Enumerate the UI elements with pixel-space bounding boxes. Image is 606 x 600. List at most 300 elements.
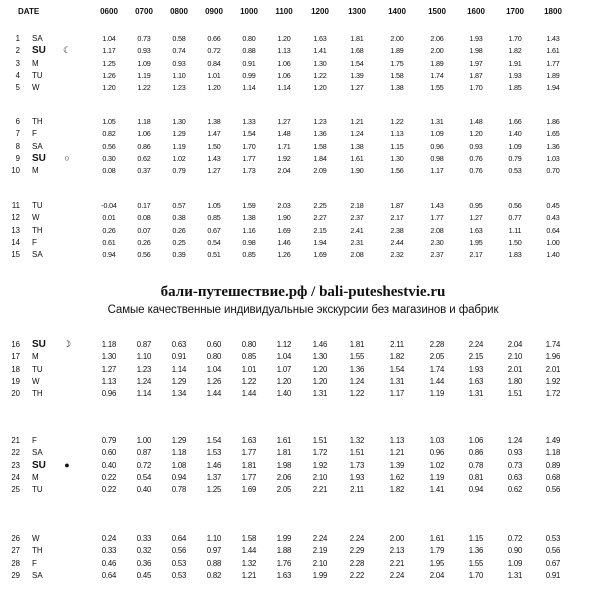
tide-height-cell: 2.04 bbox=[429, 570, 445, 580]
tide-height-cell: 1.04 bbox=[276, 352, 292, 362]
tide-height-cell: -0.04 bbox=[101, 201, 117, 210]
tide-height-cell: 1.92 bbox=[545, 376, 561, 386]
tide-height-cell: 1.88 bbox=[276, 546, 292, 556]
tide-height-cell: 0.53 bbox=[545, 534, 561, 543]
tide-height-cell: 1.14 bbox=[136, 389, 152, 399]
tide-height-cell: 1.86 bbox=[546, 117, 560, 126]
tide-height-cell: 1.53 bbox=[206, 448, 222, 458]
tide-height-cell: 0.84 bbox=[207, 58, 221, 68]
tide-height-cell: 0.94 bbox=[171, 472, 187, 482]
weekday: TH bbox=[32, 225, 43, 235]
tide-height-cell: 1.09 bbox=[137, 58, 151, 68]
tide-height-cell: 1.63 bbox=[469, 225, 483, 235]
tide-height-cell: 1.99 bbox=[312, 570, 328, 580]
tide-height-cell: 1.09 bbox=[430, 129, 444, 139]
tide-height-cell: 2.21 bbox=[389, 558, 405, 568]
tide-height-cell: 1.24 bbox=[350, 129, 364, 139]
tide-height-cell: 1.44 bbox=[206, 389, 222, 399]
day-number: 17 bbox=[11, 352, 20, 362]
tide-height-cell: 1.20 bbox=[469, 129, 483, 139]
weekday: TH bbox=[32, 117, 43, 126]
day-number: 4 bbox=[15, 70, 20, 80]
tide-height-cell: 0.79 bbox=[508, 153, 522, 163]
tide-height-cell: 2.10 bbox=[312, 472, 328, 482]
tide-height-cell: 0.51 bbox=[207, 250, 221, 260]
weekday: F bbox=[32, 237, 37, 247]
tide-height-cell: 1.55 bbox=[468, 558, 484, 568]
tide-height-cell: 0.08 bbox=[102, 166, 116, 176]
tide-height-cell: 1.24 bbox=[136, 376, 152, 386]
tide-height-cell: 1.77 bbox=[241, 448, 257, 458]
tide-height-cell: 1.74 bbox=[545, 340, 561, 349]
tide-height-cell: 1.31 bbox=[312, 389, 328, 399]
tide-height-cell: 1.08 bbox=[171, 460, 187, 470]
table-row bbox=[0, 213, 606, 225]
tide-height-cell: 2.05 bbox=[429, 352, 445, 362]
tide-height-cell: 1.18 bbox=[137, 117, 151, 126]
table-row bbox=[0, 436, 606, 448]
tide-height-cell: 0.89 bbox=[545, 460, 561, 470]
tide-height-cell: 1.62 bbox=[389, 472, 405, 482]
tide-height-cell: 0.70 bbox=[546, 166, 560, 176]
tide-height-cell: 0.40 bbox=[136, 485, 152, 495]
tide-height-cell: 2.24 bbox=[468, 340, 484, 349]
tide-height-cell: 2.08 bbox=[430, 225, 444, 235]
tide-height-cell: 0.80 bbox=[242, 34, 256, 43]
tide-height-cell: 1.73 bbox=[349, 460, 365, 470]
tide-height-cell: 2.18 bbox=[350, 201, 364, 210]
hour-header: 1800 bbox=[544, 7, 562, 16]
day-number: 9 bbox=[15, 153, 20, 163]
tide-height-cell: 1.31 bbox=[430, 117, 444, 126]
weekday: SA bbox=[32, 141, 43, 151]
day-number: 22 bbox=[11, 448, 20, 458]
tide-height-cell: 1.81 bbox=[350, 34, 364, 43]
weekday: TH bbox=[32, 389, 43, 399]
weekday: TU bbox=[32, 201, 43, 210]
weekday: W bbox=[32, 83, 40, 93]
tide-height-cell: 1.00 bbox=[546, 237, 560, 247]
tide-height-cell: 1.12 bbox=[276, 340, 292, 349]
tide-height-cell: 1.96 bbox=[545, 352, 561, 362]
tide-height-cell: 0.97 bbox=[206, 546, 222, 556]
tide-height-cell: 1.95 bbox=[469, 237, 483, 247]
tide-height-cell: 1.38 bbox=[390, 83, 404, 93]
tide-height-cell: 1.34 bbox=[171, 389, 187, 399]
tide-height-cell: 1.20 bbox=[277, 34, 291, 43]
tide-height-cell: 1.94 bbox=[313, 237, 327, 247]
tide-height-cell: 0.67 bbox=[207, 225, 221, 235]
tide-height-cell: 0.36 bbox=[136, 558, 152, 568]
tide-height-cell: 2.06 bbox=[430, 34, 444, 43]
tide-height-cell: 0.80 bbox=[206, 352, 222, 362]
table-row bbox=[0, 389, 606, 401]
tide-height-cell: 0.64 bbox=[171, 534, 187, 543]
day-number: 29 bbox=[11, 570, 20, 580]
tide-height-cell: 1.50 bbox=[508, 237, 522, 247]
tide-height-cell: 1.73 bbox=[242, 166, 256, 176]
tide-height-cell: 1.15 bbox=[390, 141, 404, 151]
tide-height-cell: 1.13 bbox=[389, 436, 405, 445]
day-number: 1 bbox=[15, 34, 20, 43]
tide-height-cell: 1.76 bbox=[276, 558, 292, 568]
tide-height-cell: 0.60 bbox=[206, 340, 222, 349]
tide-height-cell: 0.54 bbox=[136, 472, 152, 482]
tide-height-cell: 0.96 bbox=[101, 389, 117, 399]
tide-height-cell: 0.01 bbox=[102, 213, 116, 223]
weekday: F bbox=[32, 129, 37, 139]
tide-height-cell: 2.15 bbox=[313, 225, 327, 235]
tide-height-cell: 0.94 bbox=[468, 485, 484, 495]
tide-height-cell: 1.09 bbox=[507, 558, 523, 568]
tide-height-cell: 0.39 bbox=[172, 250, 186, 260]
tide-height-cell: 1.20 bbox=[102, 83, 116, 93]
tide-height-cell: 1.17 bbox=[102, 46, 116, 56]
tide-height-cell: 2.01 bbox=[507, 364, 523, 374]
tide-height-cell: 0.93 bbox=[507, 448, 523, 458]
table-row bbox=[0, 154, 606, 166]
tide-height-cell: 1.14 bbox=[277, 83, 291, 93]
tide-height-cell: 1.41 bbox=[313, 46, 327, 56]
tide-height-cell: 1.95 bbox=[429, 558, 445, 568]
table-row bbox=[0, 117, 606, 129]
weekday: TH bbox=[32, 546, 43, 556]
tide-height-cell: 0.25 bbox=[172, 237, 186, 247]
tide-height-cell: 0.73 bbox=[507, 460, 523, 470]
tide-height-cell: 1.91 bbox=[508, 58, 522, 68]
tide-height-cell: 0.91 bbox=[545, 570, 561, 580]
tide-height-cell: 1.43 bbox=[430, 201, 444, 210]
tide-height-cell: 2.28 bbox=[429, 340, 445, 349]
tide-height-cell: 2.27 bbox=[313, 213, 327, 223]
tide-height-cell: 0.22 bbox=[101, 472, 117, 482]
tide-height-cell: 2.15 bbox=[468, 352, 484, 362]
tide-height-cell: 1.22 bbox=[241, 376, 257, 386]
moon-phase-icon: ☽ bbox=[62, 339, 72, 349]
tide-height-cell: 0.82 bbox=[206, 570, 222, 580]
tide-height-cell: 0.74 bbox=[172, 46, 186, 56]
tide-height-cell: 0.72 bbox=[507, 534, 523, 543]
tide-height-cell: 0.96 bbox=[430, 141, 444, 151]
tide-height-cell: 2.17 bbox=[469, 250, 483, 260]
day-number: 5 bbox=[15, 83, 20, 93]
tide-height-cell: 1.93 bbox=[468, 364, 484, 374]
tide-height-cell: 0.85 bbox=[241, 352, 257, 362]
tide-height-cell: 1.26 bbox=[277, 250, 291, 260]
tide-height-cell: 1.24 bbox=[349, 376, 365, 386]
tide-height-cell: 1.69 bbox=[241, 485, 257, 495]
tide-height-cell: 1.70 bbox=[242, 141, 256, 151]
tide-height-cell: 1.74 bbox=[430, 70, 444, 80]
tide-height-cell: 1.00 bbox=[136, 436, 152, 445]
day-number: 12 bbox=[11, 213, 20, 223]
tide-height-cell: 0.86 bbox=[468, 448, 484, 458]
day-number: 10 bbox=[11, 166, 20, 176]
tide-height-cell: 0.98 bbox=[242, 237, 256, 247]
table-row bbox=[0, 571, 606, 583]
table-row bbox=[0, 129, 606, 141]
tide-height-cell: 0.68 bbox=[545, 472, 561, 482]
tide-height-cell: 1.49 bbox=[545, 436, 561, 445]
day-number: 24 bbox=[11, 472, 20, 482]
tide-height-cell: 2.44 bbox=[390, 237, 404, 247]
tide-height-cell: 1.40 bbox=[276, 389, 292, 399]
table-row bbox=[0, 448, 606, 460]
day-number: 7 bbox=[15, 129, 20, 139]
tide-height-cell: 1.01 bbox=[241, 364, 257, 374]
day-number: 8 bbox=[15, 141, 20, 151]
weekday: SU bbox=[32, 339, 46, 350]
tide-height-cell: 1.74 bbox=[429, 364, 445, 374]
tide-height-cell: 1.63 bbox=[468, 376, 484, 386]
moon-phase-icon: ○ bbox=[64, 152, 70, 163]
tide-height-cell: 2.10 bbox=[312, 558, 328, 568]
tide-height-cell: 2.00 bbox=[430, 46, 444, 56]
tide-height-cell: 1.77 bbox=[241, 472, 257, 482]
hour-header: 1300 bbox=[348, 7, 366, 16]
tide-height-cell: 1.84 bbox=[313, 153, 327, 163]
tide-height-cell: 1.22 bbox=[137, 83, 151, 93]
tide-height-cell: 1.19 bbox=[172, 141, 186, 151]
tide-height-cell: 0.60 bbox=[101, 448, 117, 458]
tide-height-cell: 0.26 bbox=[102, 225, 116, 235]
tide-height-cell: 1.02 bbox=[429, 460, 445, 470]
tide-height-cell: 1.23 bbox=[172, 83, 186, 93]
tide-height-cell: 0.78 bbox=[468, 460, 484, 470]
tide-height-cell: 1.31 bbox=[468, 389, 484, 399]
table-row bbox=[0, 46, 606, 58]
tide-height-cell: 1.29 bbox=[171, 436, 187, 445]
tide-height-cell: 1.13 bbox=[101, 376, 117, 386]
day-number: 23 bbox=[11, 460, 20, 470]
tide-height-cell: 0.93 bbox=[172, 58, 186, 68]
tide-height-cell: 1.46 bbox=[277, 237, 291, 247]
tide-height-cell: 1.44 bbox=[241, 389, 257, 399]
weekday: TU bbox=[32, 485, 43, 495]
table-row bbox=[0, 59, 606, 71]
watermark-tagline: Самые качественные индивидуальные экскурсии без магазинов и фабрик bbox=[107, 304, 499, 316]
tide-height-cell: 1.29 bbox=[172, 129, 186, 139]
tide-height-cell: 1.72 bbox=[312, 448, 328, 458]
moon-phase-icon: ● bbox=[64, 459, 70, 470]
tide-height-cell: 1.41 bbox=[429, 485, 445, 495]
weekday: SA bbox=[32, 250, 43, 260]
tide-height-cell: 2.24 bbox=[312, 534, 328, 543]
tide-height-cell: 1.54 bbox=[242, 129, 256, 139]
tide-height-cell: 1.14 bbox=[242, 83, 256, 93]
tide-height-cell: 0.54 bbox=[207, 237, 221, 247]
tide-height-cell: 1.81 bbox=[241, 460, 257, 470]
weekday: SA bbox=[32, 570, 43, 580]
tide-height-cell: 1.25 bbox=[206, 485, 222, 495]
table-row bbox=[0, 71, 606, 83]
tide-height-cell: 1.93 bbox=[508, 70, 522, 80]
weekday: SA bbox=[32, 34, 43, 43]
tide-height-cell: 0.93 bbox=[469, 141, 483, 151]
tide-height-cell: 2.37 bbox=[350, 213, 364, 223]
day-number: 6 bbox=[15, 117, 20, 126]
tide-height-cell: 0.56 bbox=[137, 250, 151, 260]
tide-height-cell: 0.77 bbox=[508, 213, 522, 223]
tide-height-cell: 1.17 bbox=[430, 166, 444, 176]
tide-height-cell: 1.24 bbox=[507, 436, 523, 445]
tide-height-cell: 1.61 bbox=[546, 46, 560, 56]
tide-height-cell: 1.93 bbox=[349, 472, 365, 482]
tide-height-cell: 1.27 bbox=[350, 83, 364, 93]
tide-height-cell: 2.28 bbox=[349, 558, 365, 568]
tide-height-cell: 1.20 bbox=[313, 83, 327, 93]
day-number: 28 bbox=[11, 558, 20, 568]
tide-height-cell: 0.76 bbox=[469, 166, 483, 176]
tide-height-cell: 1.10 bbox=[172, 70, 186, 80]
tide-height-cell: 0.22 bbox=[101, 485, 117, 495]
tide-height-cell: 1.54 bbox=[206, 436, 222, 445]
tide-height-cell: 1.02 bbox=[172, 153, 186, 163]
tide-height-cell: 0.40 bbox=[101, 460, 117, 470]
table-row bbox=[0, 485, 606, 497]
table-row bbox=[0, 83, 606, 95]
tide-height-cell: 0.17 bbox=[137, 201, 151, 210]
tide-height-cell: 0.98 bbox=[430, 153, 444, 163]
tide-height-cell: 1.36 bbox=[313, 129, 327, 139]
tide-height-cell: 1.48 bbox=[469, 117, 483, 126]
tide-height-cell: 1.63 bbox=[241, 436, 257, 445]
tide-height-cell: 0.78 bbox=[171, 485, 187, 495]
tide-height-cell: 1.93 bbox=[469, 34, 483, 43]
tide-height-cell: 1.20 bbox=[312, 364, 328, 374]
tide-height-cell: 0.63 bbox=[507, 472, 523, 482]
tide-height-cell: 1.39 bbox=[389, 460, 405, 470]
tide-height-cell: 0.86 bbox=[137, 141, 151, 151]
tide-height-cell: 0.80 bbox=[241, 340, 257, 349]
tide-height-cell: 1.87 bbox=[469, 70, 483, 80]
tide-height-cell: 0.24 bbox=[101, 534, 117, 543]
tide-height-cell: 1.15 bbox=[468, 534, 484, 543]
tide-height-cell: 1.30 bbox=[172, 117, 186, 126]
day-number: 14 bbox=[11, 237, 20, 247]
hour-header: 1100 bbox=[275, 7, 293, 16]
tide-height-cell: 0.30 bbox=[102, 153, 116, 163]
tide-height-cell: 2.30 bbox=[430, 237, 444, 247]
tide-height-cell: 1.63 bbox=[276, 570, 292, 580]
day-number: 13 bbox=[11, 225, 20, 235]
tide-height-cell: 1.26 bbox=[206, 376, 222, 386]
tide-height-cell: 0.63 bbox=[171, 340, 187, 349]
tide-height-cell: 1.43 bbox=[546, 34, 560, 43]
moon-phase-icon: ☾ bbox=[62, 45, 72, 56]
day-number: 3 bbox=[15, 58, 20, 68]
weekday: TU bbox=[32, 364, 43, 374]
tide-height-cell: 1.54 bbox=[389, 364, 405, 374]
tide-height-cell: 1.77 bbox=[242, 153, 256, 163]
tide-height-cell: 1.36 bbox=[468, 546, 484, 556]
tide-height-cell: 0.53 bbox=[171, 558, 187, 568]
tide-height-cell: 1.90 bbox=[277, 213, 291, 223]
tide-height-cell: 1.20 bbox=[207, 83, 221, 93]
tide-height-cell: 1.19 bbox=[429, 472, 445, 482]
tide-height-cell: 0.90 bbox=[507, 546, 523, 556]
tide-height-cell: 0.64 bbox=[101, 570, 117, 580]
hour-header: 1500 bbox=[428, 7, 446, 16]
tide-height-cell: 1.55 bbox=[349, 352, 365, 362]
weekday: W bbox=[32, 213, 40, 223]
tide-height-cell: 1.23 bbox=[313, 117, 327, 126]
tide-height-cell: 1.61 bbox=[429, 534, 445, 543]
tide-height-cell: 1.38 bbox=[350, 141, 364, 151]
tide-height-cell: 0.66 bbox=[207, 34, 221, 43]
tide-height-cell: 1.22 bbox=[390, 117, 404, 126]
tide-height-cell: 1.30 bbox=[390, 153, 404, 163]
tide-height-cell: 1.98 bbox=[276, 460, 292, 470]
hour-header: 1600 bbox=[467, 7, 485, 16]
tide-height-cell: 1.11 bbox=[508, 225, 522, 235]
tide-height-cell: 1.06 bbox=[468, 436, 484, 445]
tide-height-cell: 1.50 bbox=[207, 141, 221, 151]
tide-height-cell: 2.00 bbox=[390, 34, 404, 43]
tide-height-cell: 2.11 bbox=[350, 485, 364, 495]
tide-height-cell: 0.95 bbox=[469, 201, 483, 210]
table-row bbox=[0, 201, 606, 213]
tide-height-cell: 1.70 bbox=[508, 34, 522, 43]
tide-height-cell: 1.66 bbox=[508, 117, 522, 126]
table-row bbox=[0, 534, 606, 546]
tide-height-cell: 0.79 bbox=[172, 166, 186, 176]
day-number: 18 bbox=[11, 364, 20, 374]
tide-height-cell: 0.62 bbox=[137, 153, 151, 163]
day-number: 20 bbox=[11, 389, 20, 399]
tide-height-cell: 1.59 bbox=[242, 201, 256, 210]
tide-height-cell: 0.62 bbox=[507, 485, 523, 495]
tide-height-cell: 1.06 bbox=[277, 70, 291, 80]
day-number: 16 bbox=[11, 340, 20, 349]
tide-height-cell: 1.05 bbox=[102, 117, 116, 126]
tide-height-cell: 0.67 bbox=[545, 558, 561, 568]
tide-height-cell: 0.56 bbox=[508, 201, 522, 210]
hour-header: 0700 bbox=[135, 7, 153, 16]
tide-height-cell: 1.27 bbox=[101, 364, 117, 374]
tide-height-cell: 1.47 bbox=[207, 129, 221, 139]
tide-height-cell: 1.81 bbox=[276, 448, 292, 458]
tide-height-cell: 0.88 bbox=[206, 558, 222, 568]
tide-height-cell: 2.41 bbox=[350, 225, 364, 235]
tide-height-cell: 1.58 bbox=[390, 70, 404, 80]
tide-height-cell: 2.08 bbox=[350, 250, 364, 260]
tide-height-cell: 1.40 bbox=[508, 129, 522, 139]
tide-height-cell: 2.37 bbox=[430, 250, 444, 260]
day-number: 15 bbox=[11, 250, 20, 260]
table-row bbox=[0, 559, 606, 571]
tide-height-cell: 1.68 bbox=[350, 46, 364, 56]
day-number: 11 bbox=[11, 201, 20, 210]
tide-height-cell: 1.85 bbox=[508, 83, 522, 93]
tide-height-cell: 2.01 bbox=[545, 364, 561, 374]
tide-height-cell: 0.08 bbox=[137, 213, 151, 223]
tide-height-cell: 0.87 bbox=[136, 448, 152, 458]
tide-height-cell: 1.51 bbox=[507, 389, 523, 399]
tide-height-cell: 0.81 bbox=[468, 472, 484, 482]
weekday: F bbox=[32, 436, 37, 445]
tide-height-cell: 2.04 bbox=[507, 340, 523, 349]
weekday: F bbox=[32, 558, 37, 568]
tide-height-cell: 2.09 bbox=[313, 166, 327, 176]
tide-height-cell: 1.97 bbox=[469, 58, 483, 68]
tide-height-cell: 1.69 bbox=[277, 225, 291, 235]
tide-height-cell: 1.90 bbox=[350, 166, 364, 176]
tide-height-cell: 1.27 bbox=[277, 117, 291, 126]
weekday: M bbox=[32, 166, 39, 176]
tide-height-cell: 1.09 bbox=[508, 141, 522, 151]
tide-height-cell: 1.33 bbox=[242, 117, 256, 126]
